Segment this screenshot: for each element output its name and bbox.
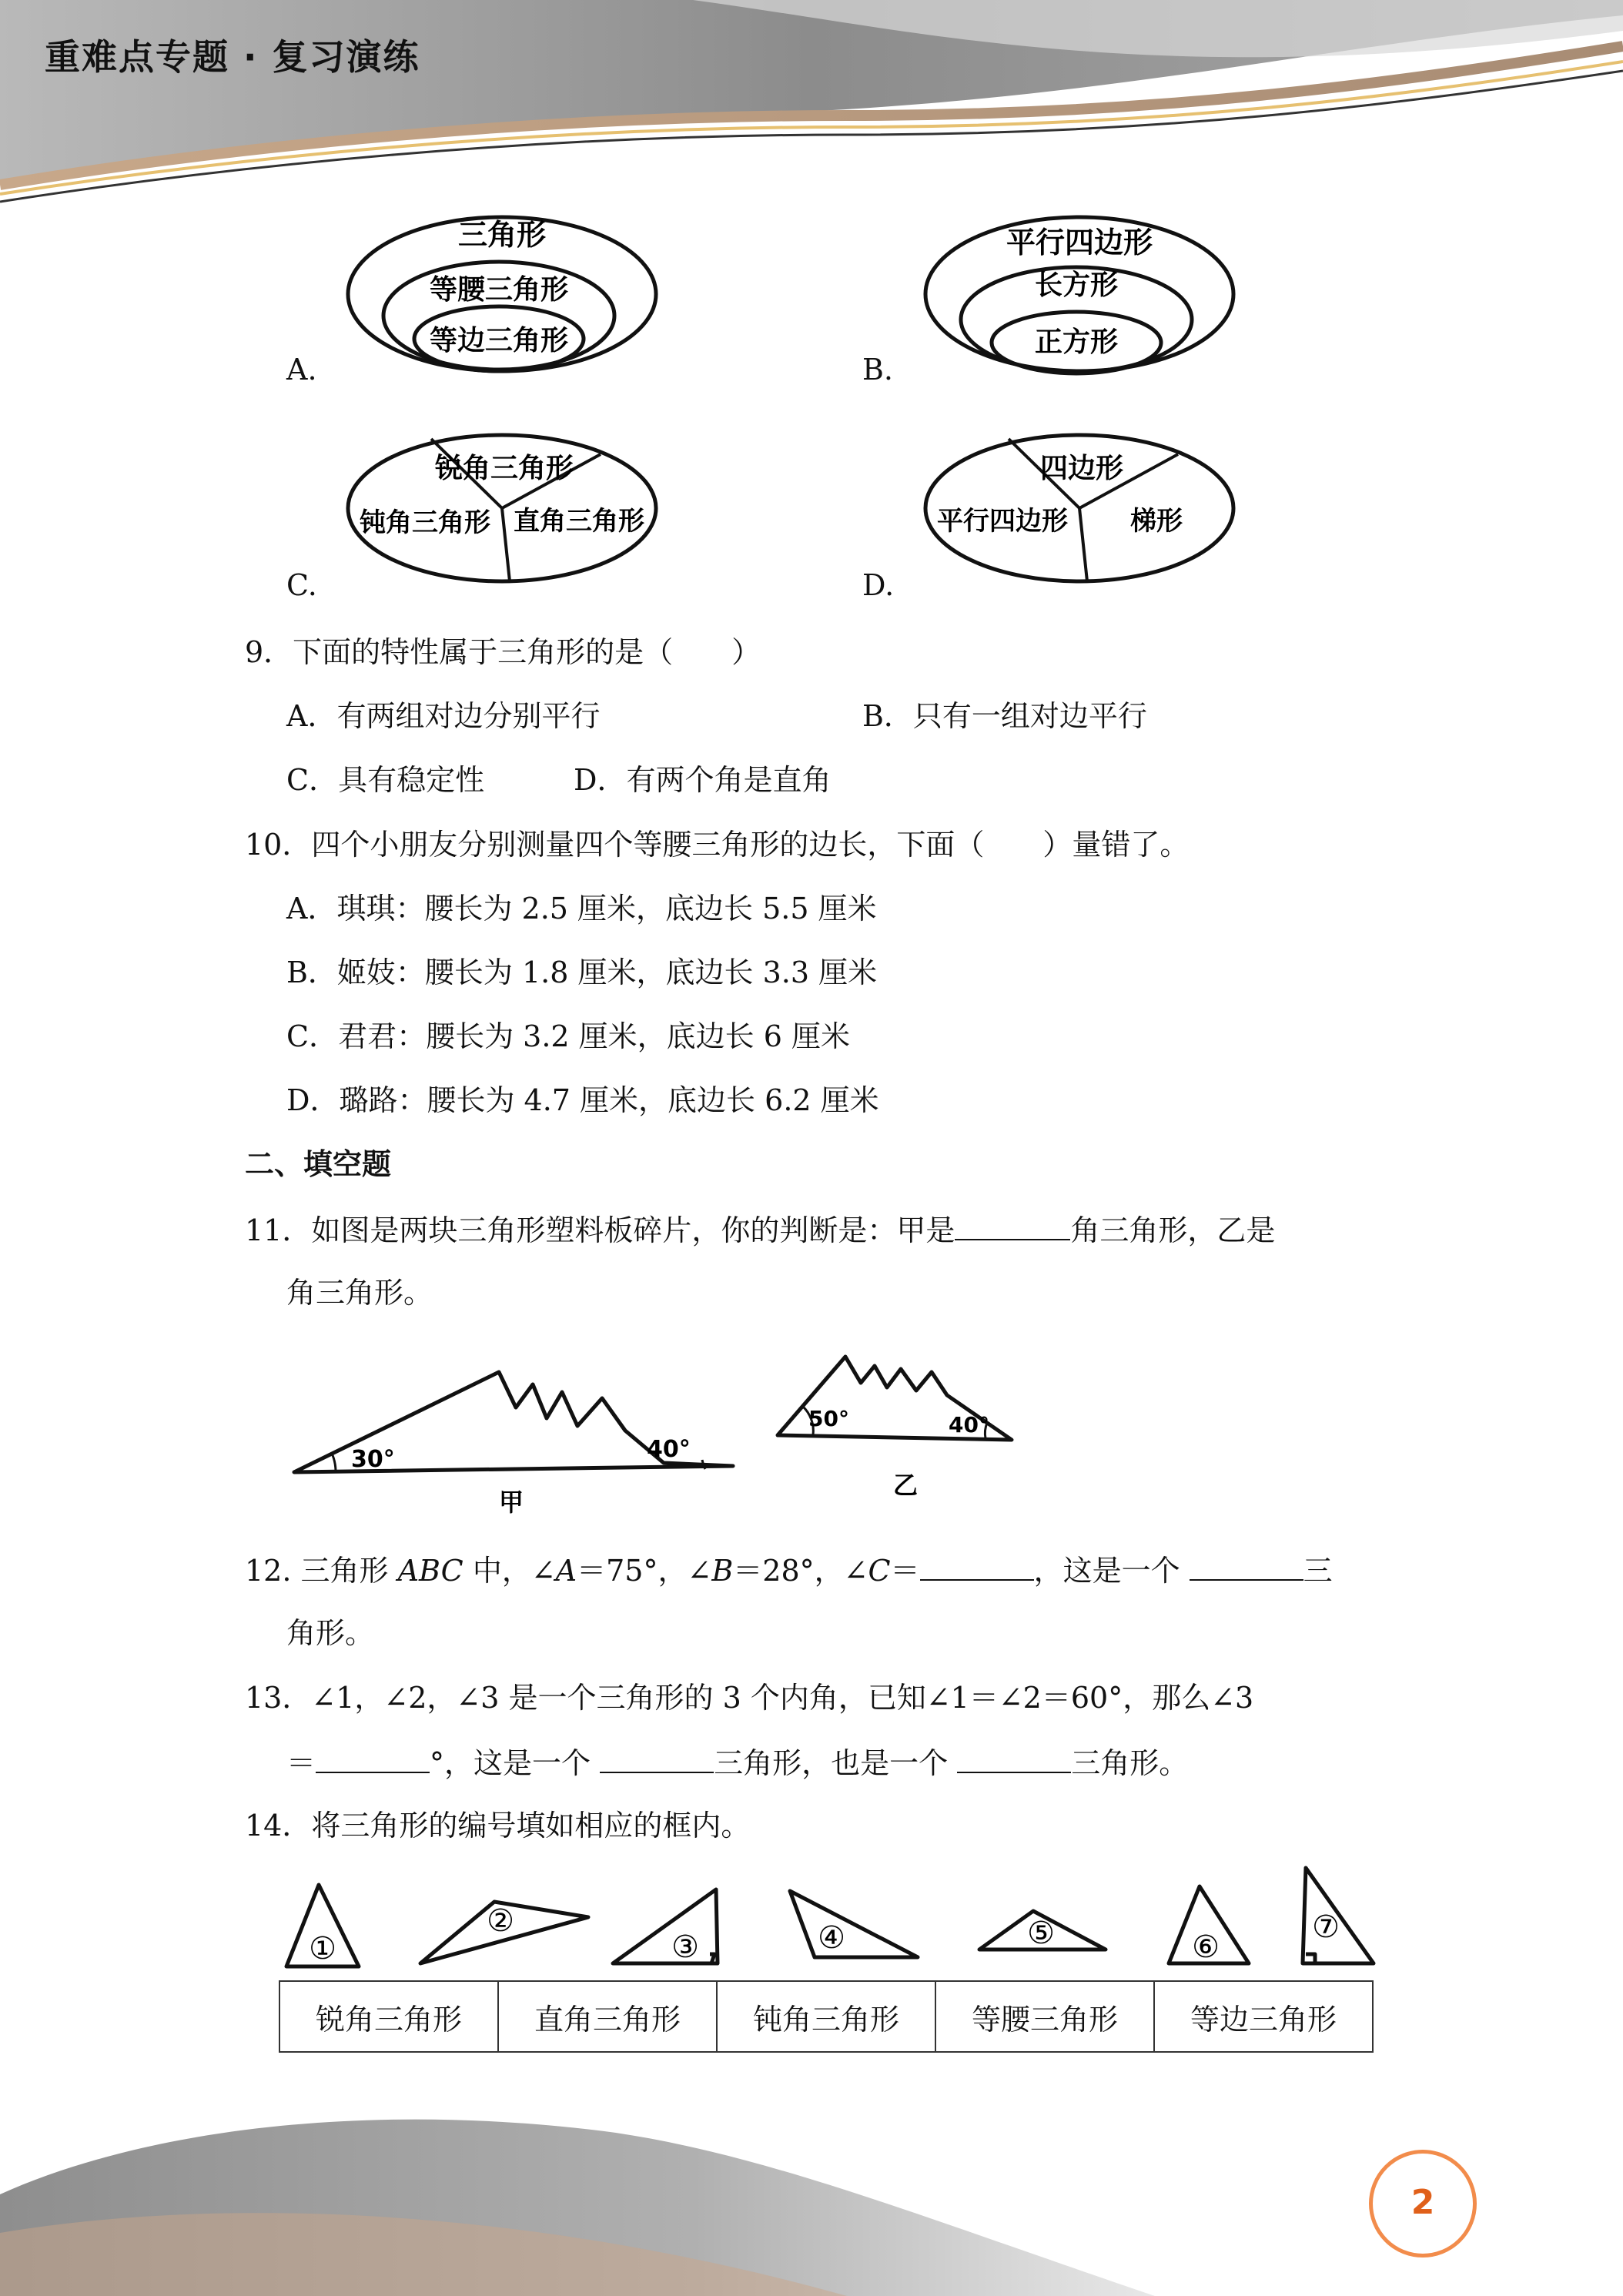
q9-option-a: A．有两组对边分别平行 <box>286 699 601 733</box>
q13-text-part1: ＝ <box>286 1746 316 1780</box>
diagram-c-label-right: 直角三角形 <box>514 506 644 537</box>
yi-label: 乙 <box>893 1471 919 1500</box>
q12-line1 <box>245 1550 1333 1590</box>
table-cell-equilateral[interactable]: 等边三角形 <box>1154 1981 1373 2052</box>
diagram-a-label-outer: 三角形 <box>457 218 547 252</box>
q13-line2 <box>286 1742 1188 1782</box>
triangle-label-4: ④ <box>818 1920 845 1956</box>
q14-classification-table <box>279 1980 1374 2053</box>
q10-option-c: C．君君：腰长为 3.2 厘米，底边长 6 厘米 <box>286 1019 851 1053</box>
q12-blank-angle-c[interactable] <box>920 1550 1034 1581</box>
q10-stem: 10．四个小朋友分别测量四个等腰三角形的边长，下面（ ）量错了。 <box>245 828 1190 862</box>
q12-triangle-name: ABC <box>397 1554 463 1588</box>
diagram-a-label-inner: 等边三角形 <box>429 325 569 356</box>
q12-text-part1: 12. 三角形 <box>245 1554 398 1588</box>
q12-blank-type[interactable] <box>1190 1550 1303 1581</box>
q13-blank-type1[interactable] <box>600 1742 714 1773</box>
q13-blank-angle3[interactable] <box>316 1742 430 1773</box>
q14-triangles-figure <box>279 1863 1387 1979</box>
diagram-d-label-parallelogram: 平行四边形 <box>937 506 1068 537</box>
diagram-d-label-trapezoid: 梯形 <box>1130 506 1183 537</box>
jia-angle-40: 40° <box>647 1436 691 1463</box>
diagram-a-nested-ellipses <box>339 208 670 377</box>
triangle-label-7: ⑦ <box>1312 1909 1340 1945</box>
section-title-fill-in: 二、填空题 <box>245 1147 392 1181</box>
diagram-b-label-inner: 正方形 <box>1034 326 1119 358</box>
q13-blank-type2[interactable] <box>957 1742 1071 1773</box>
q13-text-part3: 三角形，也是一个 <box>714 1746 958 1780</box>
table-cell-right[interactable]: 直角三角形 <box>498 1981 717 2052</box>
diagram-c-label-acute: 锐角三角形 <box>434 453 574 484</box>
q12-text-part5: ＝ <box>890 1554 920 1588</box>
page-number-badge: 2 <box>1369 2150 1477 2258</box>
jia-angle-30: 30° <box>351 1446 395 1473</box>
jia-label: 甲 <box>499 1488 524 1517</box>
diagram-c-label-obtuse: 钝角三角形 <box>360 507 490 538</box>
q13-line1: 13．∠1，∠2，∠3 是一个三角形的 3 个内角，已知∠1＝∠2＝60°，那么∠3 <box>245 1681 1254 1715</box>
q8-option-b-letter: B. <box>862 353 894 387</box>
q9-option-d: D．有两个角是直角 <box>574 763 832 797</box>
q9-stem: 9．下面的特性属于三角形的是（ ） <box>245 635 761 669</box>
q13-text-part2: °，这是一个 <box>430 1746 601 1780</box>
q8-option-d-letter: D. <box>862 568 895 602</box>
triangle-label-2: ② <box>487 1903 514 1939</box>
q10-option-b: B．姬妓：腰长为 1.8 厘米，底边长 3.3 厘米 <box>286 956 878 989</box>
q9-option-b: B．只有一组对边平行 <box>862 699 1147 733</box>
diagram-b-nested-ellipses <box>916 208 1247 377</box>
diagram-d-label-quadrilateral: 四边形 <box>1039 453 1124 484</box>
yi-angle-50: 50° <box>808 1406 849 1431</box>
q12-text-part7: 三 <box>1303 1554 1333 1588</box>
diagram-b-label-outer: 平行四边形 <box>1006 226 1153 259</box>
triangle-label-3: ③ <box>671 1930 699 1965</box>
q10-option-a: A．琪琪：腰长为 2.5 厘米，底边长 5.5 厘米 <box>286 892 877 925</box>
q12-text-part6: ，这是一个 <box>1033 1554 1190 1588</box>
q11-text-part2: 角三角形，乙是 <box>1070 1213 1276 1247</box>
q8-option-a-letter: A. <box>286 353 317 387</box>
q9-option-c: C．具有稳定性 <box>286 763 485 797</box>
q14-stem: 14．将三角形的编号填如相应的框内。 <box>245 1809 751 1842</box>
q12-text-part2: 中，∠ <box>463 1554 556 1588</box>
q11-line2: 角三角形。 <box>286 1276 433 1310</box>
q11-blank-jia[interactable] <box>955 1210 1070 1240</box>
table-row <box>279 1981 1373 2052</box>
q12-angle-b: B <box>711 1554 734 1588</box>
q11-line1 <box>245 1210 1275 1250</box>
triangle-label-5: ⑤ <box>1027 1916 1055 1951</box>
diagram-a-label-middle: 等腰三角形 <box>429 274 569 306</box>
header-title: 重难点专题 · 复习演练 <box>45 36 420 78</box>
table-cell-isosceles[interactable]: 等腰三角形 <box>935 1981 1154 2052</box>
q12-text-part4: ＝28°，∠ <box>733 1554 868 1588</box>
q12-angle-a: A <box>555 1554 577 1588</box>
triangle-label-6: ⑥ <box>1192 1930 1220 1965</box>
q12-text-part3: ＝75°，∠ <box>577 1554 712 1588</box>
diagram-d-divided-ellipse <box>916 431 1247 593</box>
q13-text-part4: 三角形。 <box>1071 1746 1189 1780</box>
yi-angle-40: 40° <box>949 1412 989 1438</box>
diagram-c-divided-ellipse <box>339 431 670 593</box>
table-cell-acute[interactable]: 锐角三角形 <box>279 1981 498 2052</box>
q11-triangle-fragments-figure <box>285 1340 1070 1525</box>
triangle-label-1: ① <box>309 1931 336 1966</box>
q12-angle-c: C <box>868 1554 891 1588</box>
q12-line2: 角形。 <box>286 1616 375 1650</box>
q11-text-part1: 11．如图是两块三角形塑料板碎片，你的判断是：甲是 <box>245 1213 955 1247</box>
q8-option-c-letter: C. <box>286 568 317 602</box>
diagram-b-label-middle: 长方形 <box>1034 269 1119 301</box>
q10-option-d: D．璐路：腰长为 4.7 厘米，底边长 6.2 厘米 <box>286 1083 879 1117</box>
table-cell-obtuse[interactable]: 钝角三角形 <box>717 1981 935 2052</box>
